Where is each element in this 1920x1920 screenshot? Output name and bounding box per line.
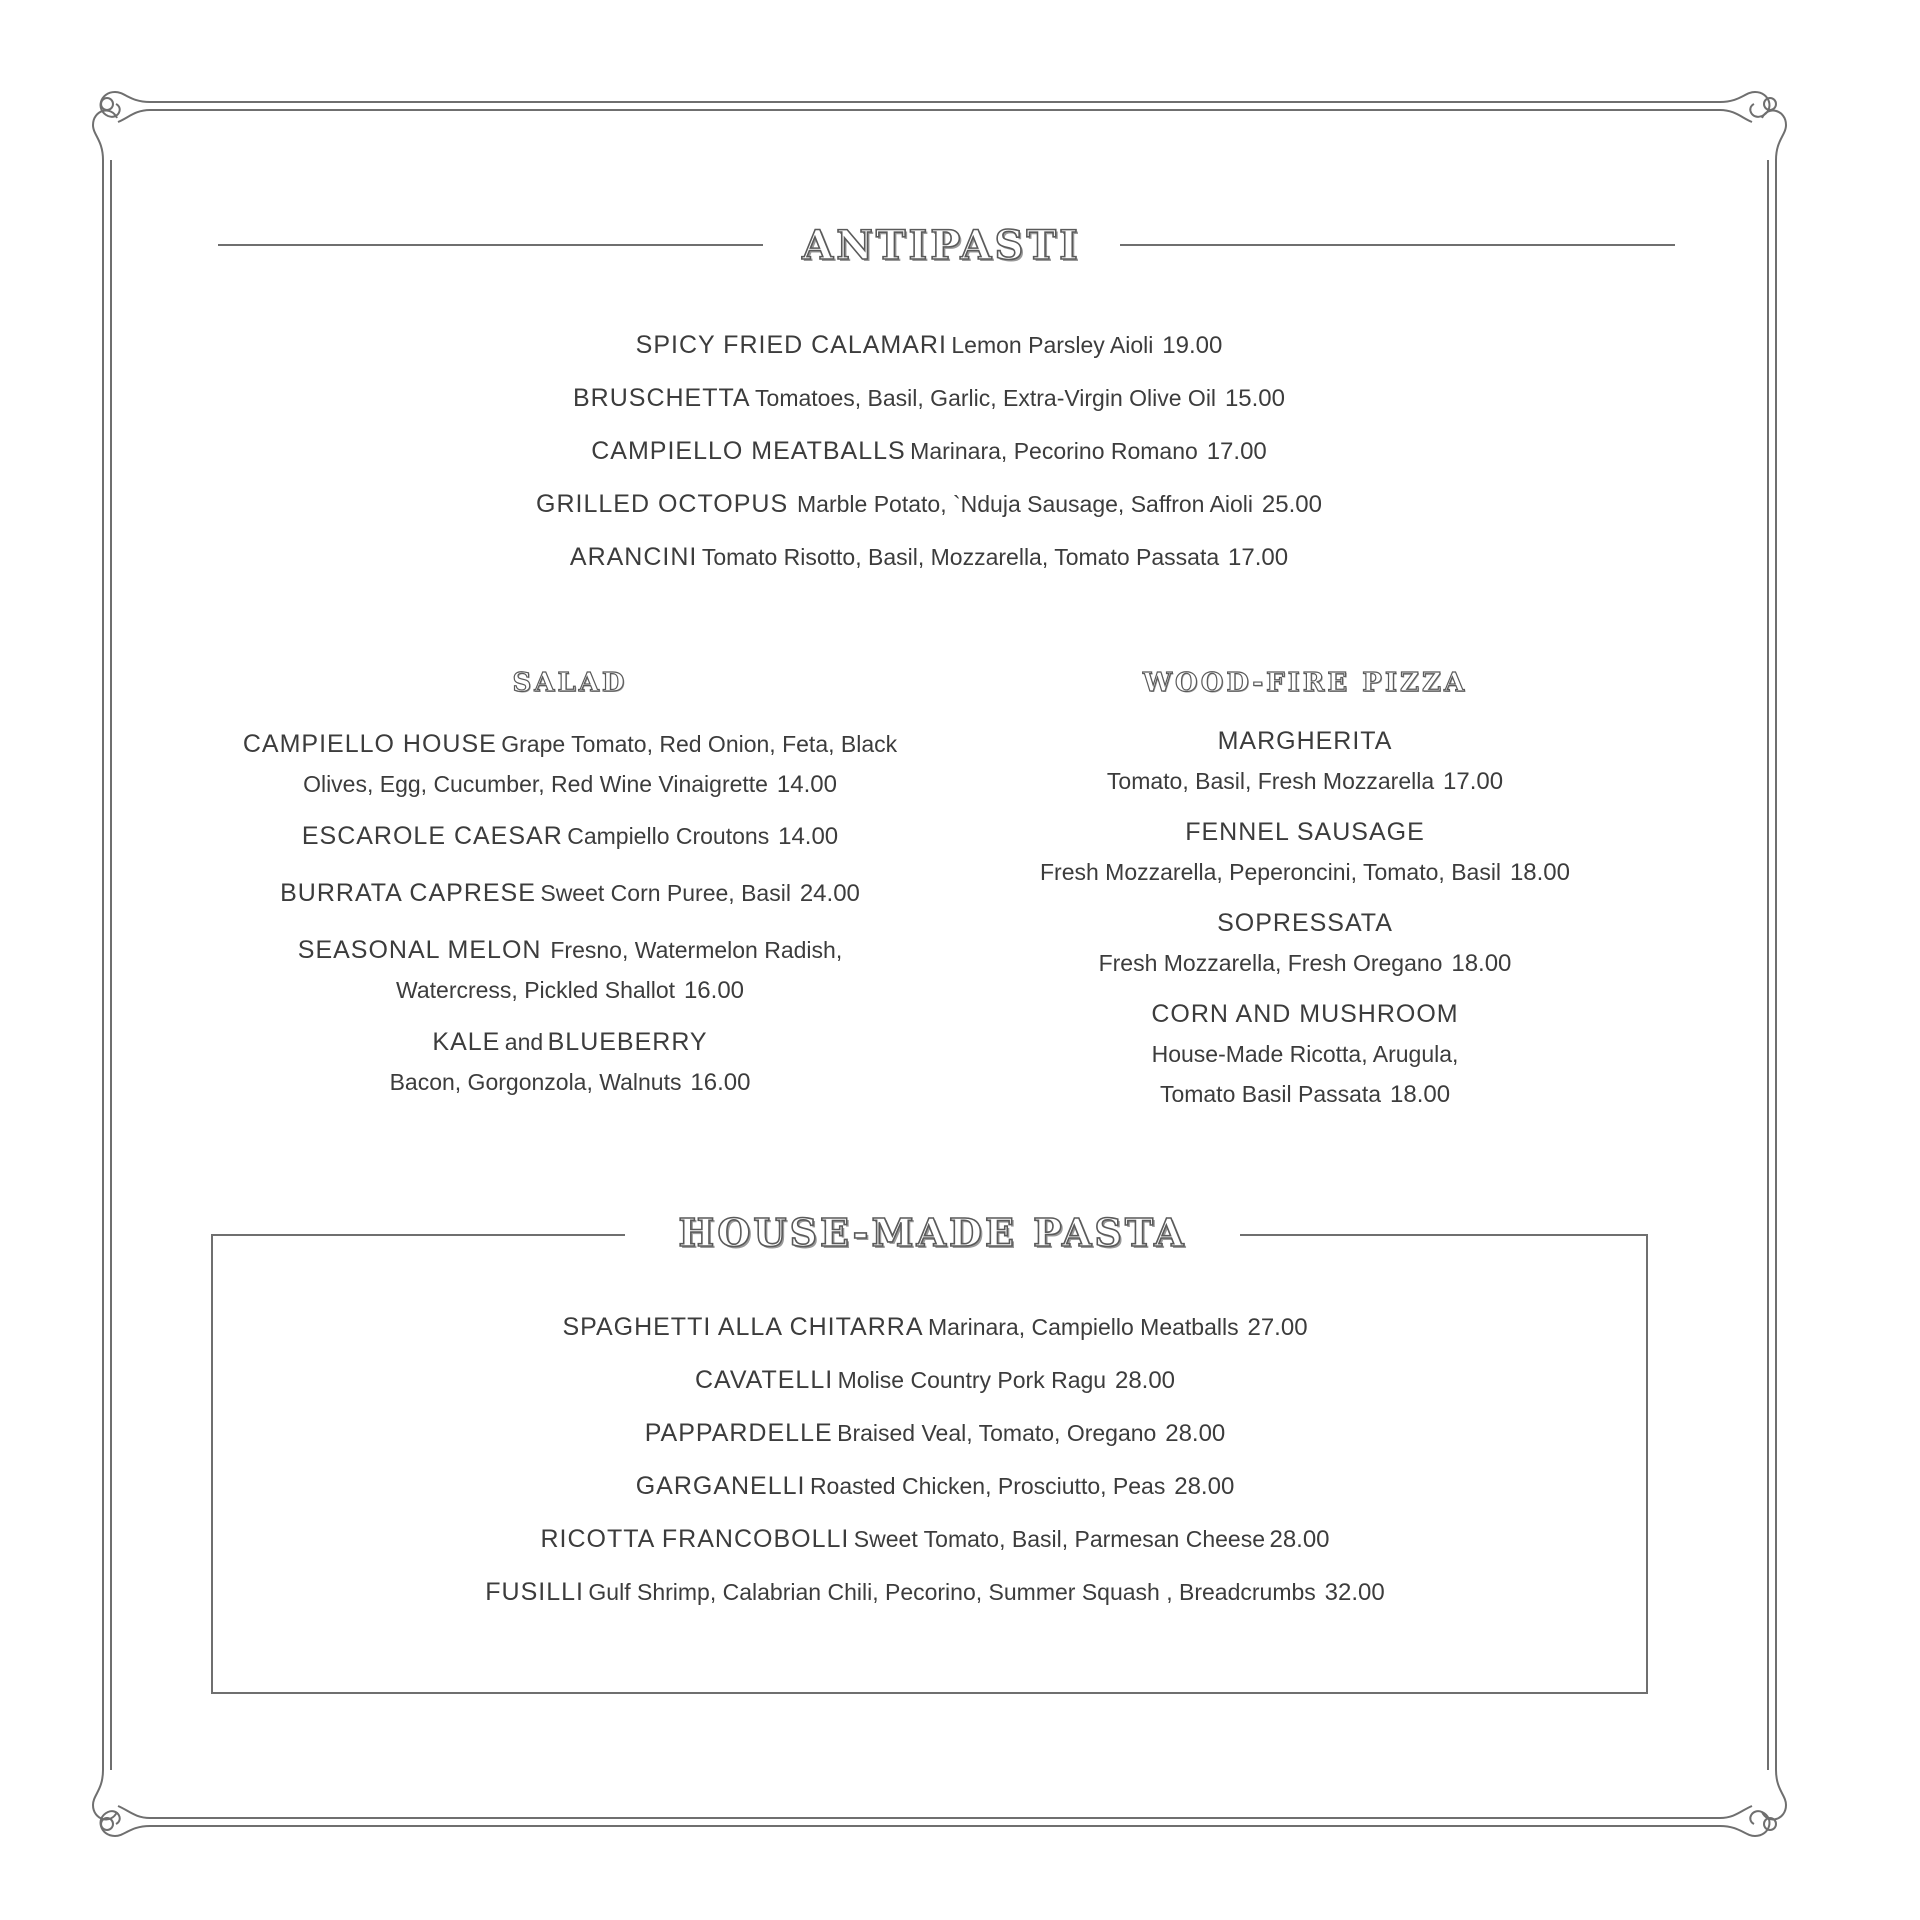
- list-item: BRUSCHETTA Tomatoes, Basil, Garlic, Extra-Virgin Olive Oil 15.00: [572, 384, 1285, 412]
- list-item: CORN AND MUSHROOM House-Made Ricotta, Arugula, Tomato Basil Passata 18.00: [1151, 1000, 1459, 1108]
- list-item: KALE and BLUEBERRY Bacon, Gorgonzola, Walnuts 16.00: [389, 1028, 751, 1096]
- list-item: SPICY FRIED CALAMARI Lemon Parsley Aioli 19.00: [635, 331, 1223, 359]
- pizza-title: WOOD-FIRE PIZZA: [1142, 668, 1468, 698]
- list-item: ESCAROLE CAESAR Campiello Croutons 14.00: [301, 822, 839, 850]
- pasta-title: HOUSE-MADE PASTA: [678, 1210, 1187, 1255]
- antipasti-rule-right: [1120, 244, 1675, 246]
- list-item: RICOTTA FRANCOBOLLI Sweet Tomato, Basil, Parmesan Cheese 28.00: [540, 1525, 1330, 1553]
- list-item: GARGANELLI Roasted Chicken, Prosciutto, Peas 28.00: [635, 1472, 1235, 1500]
- list-item: MARGHERITA Tomato, Basil, Fresh Mozzarella 17.00: [1106, 727, 1504, 795]
- salad-title: SALAD: [512, 668, 628, 698]
- list-item: CAVATELLI Molise Country Pork Ragu 28.00: [694, 1366, 1176, 1394]
- antipasti-title: ANTIPASTI: [802, 222, 1081, 269]
- list-item: FENNEL SAUSAGE Fresh Mozzarella, Peperoncini, Tomato, Basil 18.00: [1039, 818, 1570, 886]
- list-item: CAMPIELLO MEATBALLS Marinara, Pecorino Romano 17.00: [591, 437, 1267, 465]
- list-item: PAPPARDELLE Braised Veal, Tomato, Oregano 28.00: [644, 1419, 1226, 1447]
- antipasti-rule-left: [218, 244, 763, 246]
- list-item: ARANCINI Tomato Risotto, Basil, Mozzarella, Tomato Passata 17.00: [569, 543, 1289, 571]
- list-item: CAMPIELLO HOUSE Grape Tomato, Red Onion, Feta, Black Olives, Egg, Cucumber, Red Wine Vinaigrette 14.00: [242, 730, 898, 798]
- list-item: SPAGHETTI ALLA CHITARRA Marinara, Campiello Meatballs 27.00: [562, 1313, 1308, 1341]
- list-item: GRILLED OCTOPUS Marble Potato, `Nduja Sausage, Saffron Aioli 25.00: [536, 490, 1322, 518]
- list-item: FUSILLI Gulf Shrimp, Calabrian Chili, Pecorino, Summer Squash , Breadcrumbs 32.00: [485, 1578, 1385, 1606]
- list-item: BURRATA CAPRESE Sweet Corn Puree, Basil 24.00: [280, 879, 860, 907]
- pasta-box: [211, 1234, 1648, 1694]
- list-item: SOPRESSATA Fresh Mozzarella, Fresh Oregano 18.00: [1098, 909, 1512, 977]
- list-item: SEASONAL MELON Fresno, Watermelon Radish, Watercress, Pickled Shallot 16.00: [297, 936, 843, 1004]
